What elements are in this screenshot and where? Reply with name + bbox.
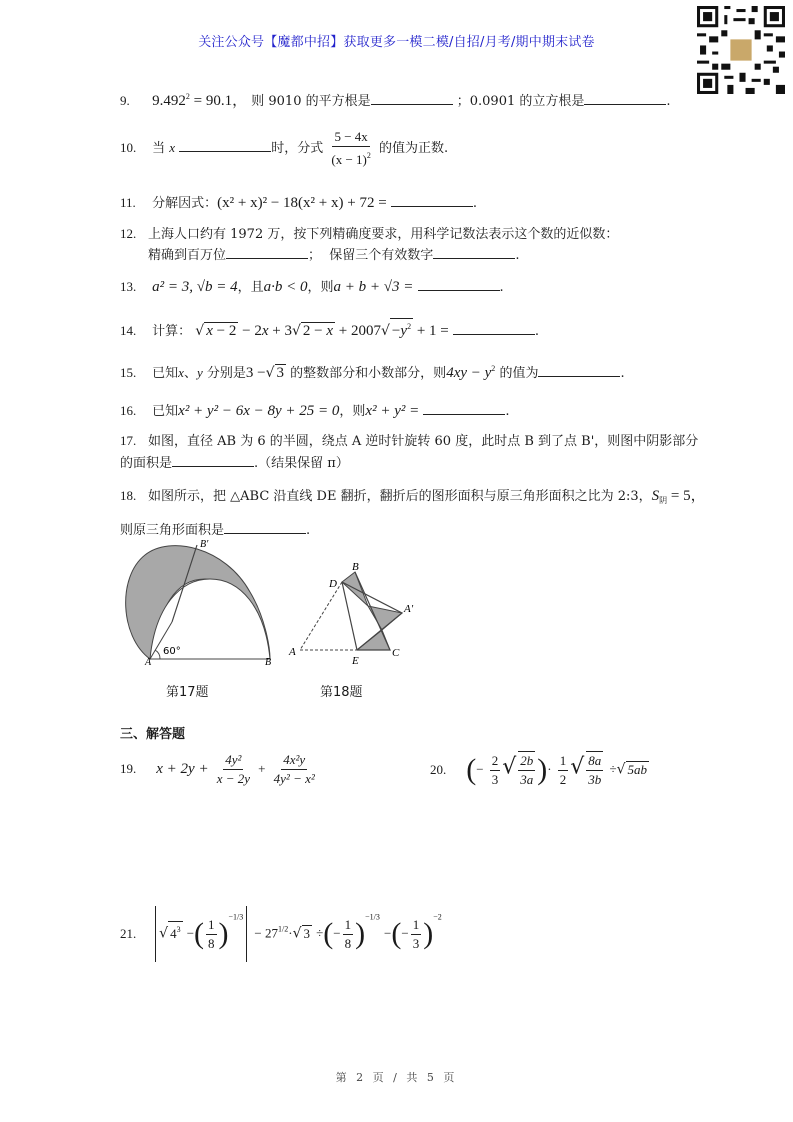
svg-text:A: A [289,646,296,658]
svg-text:E: E [352,655,359,667]
figure-18-caption: 第18题 [320,685,363,700]
answer-blank[interactable] [179,138,271,152]
promo-banner[interactable]: 关注公众号【魔都中招】获取更多一模二模/自招/月考/期中期末试卷 [198,35,595,50]
question-11: 11. 分解因式：(x² + x)² − 18(x² + x) + 72 = . [120,195,477,211]
fraction: $\frac{\text{4x²y}}{\text{4y² − x²}}$ [273,752,315,786]
question-17: 17. 如图，直径 AB 为 6 的半圆，绕点 A 逆时针旋转 60 度，此时点 B 到了点 B'，则图中阴影部分 [120,433,699,449]
answer-blank[interactable] [391,193,473,207]
question-12-line2: 精确到百万位 ； 保留三个有效数字 . [148,245,519,265]
answer-blank[interactable] [418,277,500,291]
svg-text:A′: A′ [404,603,414,615]
question-16: 16. 已知x² + y² − 6x − 8y + 25 = 0，则x² + y² = . [120,403,510,419]
svg-text:B: B [265,657,272,667]
answer-blank[interactable] [226,245,308,259]
question-21: 21. √ $4^3$ −( $\frac{1}{8}$ )$^{-1/3} - 27^{1/2}\cdot√$ 3 ÷(− $\frac{1}{8}$ )$^{-1/3}$ −(− $\frac{1}{3}$ )$^{-2}$ [120,906,442,962]
answer-blank[interactable] [433,245,515,259]
question-17-line2: 的面积是 .（结果保留 π） [120,453,349,473]
svg-text:B: B [352,561,359,573]
question-10: 10. 当 x 时，分式 $\frac{5 - 4x}{(x - 1)^2}$ 的值为正数. [120,129,449,167]
fraction: $\frac{5 - 4x}{(x - 1)^2}$ [331,129,371,167]
figure-18-folded-triangle [282,560,432,675]
question-12: 12. 上海人口约有 1972 万，按下列精确度要求，用科学记数法表示这个数的近似数： [120,226,619,242]
qr-code-icon [697,6,785,94]
figure-17-caption: 第17题 [166,685,209,700]
answer-blank[interactable] [172,453,254,467]
fraction: $\frac{\text{4y²}}{x - 2y}$ [216,752,251,786]
svg-text:60°: 60° [163,646,181,657]
question-15: 15. 已知x、y 分别是3 −√ 3 的整数部分和小数部分，则$4xy - y^2$ 的值为 . [120,364,625,381]
question-18-line2: 则原三角形面积是 . [120,520,310,540]
answer-blank[interactable] [371,91,453,105]
answer-blank[interactable] [423,401,505,415]
question-13: 13. a² = 3, √b = 4，且a·b < 0，则a + b + √3 = . [120,279,504,295]
svg-text:A: A [145,657,152,667]
question-19: 19. x + 2y + $\frac{\text{4y²}}{x - 2y}$ + $\frac{\text{4x²y}}{\text{4y² − x²}}$ [120,752,315,786]
svg-text:B′: B′ [200,539,209,550]
answer-blank[interactable] [538,363,620,377]
section-title: 三、解答题 [120,727,186,742]
question-9: 9. $9.492^2 = 90.1$， 则 9010 的平方根是 ；0.0901 的立方根是 . [120,92,671,109]
answer-blank[interactable] [453,321,535,335]
figure-17-semicircle-rotation [115,537,285,667]
answer-blank[interactable] [224,520,306,534]
question-18: 18. 如图所示，把 △ABC 沿直线 DE 翻折，翻折后的图形面积与原三角形面积之比为 2:3，$S_阴 = 5$， [120,488,706,505]
radical-expression: √ x − 2 − 2x + 3√ $2 - x + 2007√ -y^2 + 1$ = [195,323,448,339]
svg-text:C: C [392,647,400,659]
answer-blank[interactable] [584,91,666,105]
question-14: 14. 计算： √ x − 2 − 2x + 3√ $2 - x + 2007√ -y^2 + 1$ = . [120,318,539,341]
svg-text:D: D [329,578,337,590]
question-20: 20. (− $\frac{2}{3}$ √ $\frac{2b}{3a}$ )· $\frac{1}{2}$ √ $\frac{8a}{3b}$ ÷√ 5ab [430,752,647,787]
page-footer: 第 2 页 / 共 5 页 [335,1071,458,1084]
